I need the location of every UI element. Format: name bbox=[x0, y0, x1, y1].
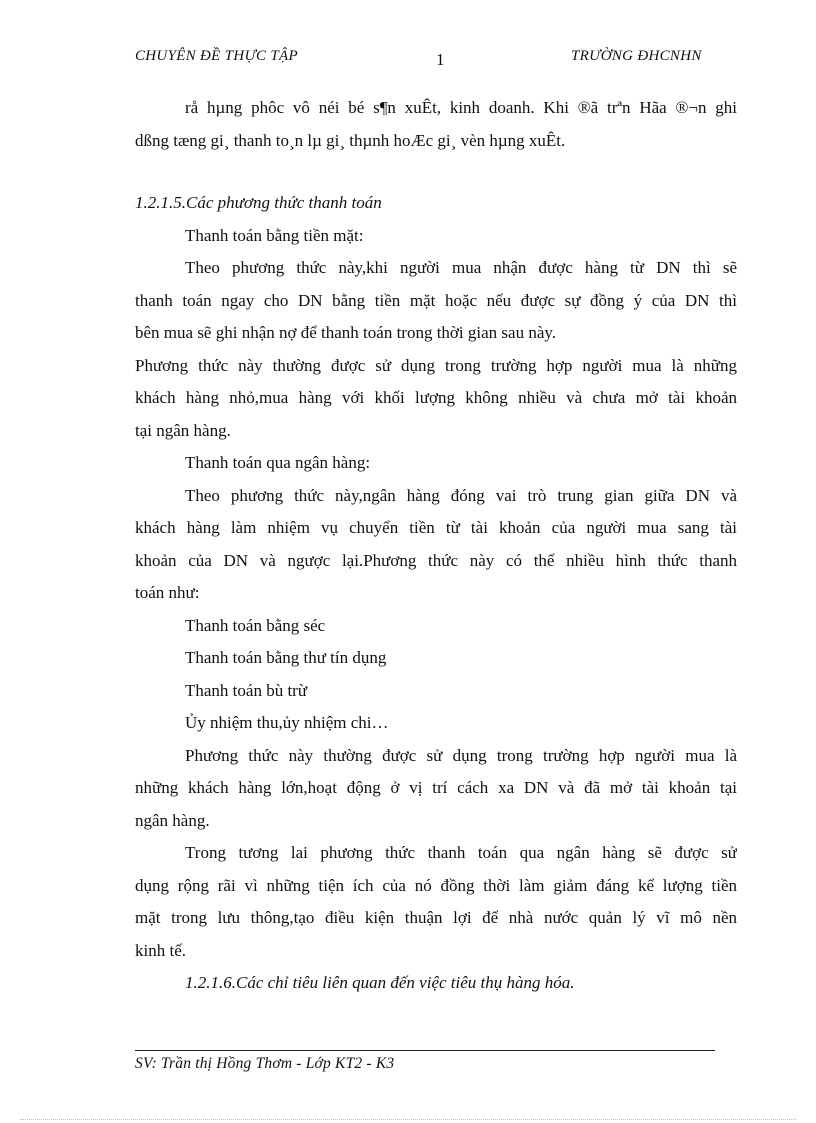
page-header bbox=[0, 48, 816, 72]
paragraph-line: thanh toán ngay cho DN bằng tiền mặt hoặc nếu được sự đồng ý của DN thì bbox=[135, 290, 737, 310]
paragraph-line: toán như: bbox=[135, 583, 200, 602]
spacer bbox=[135, 157, 737, 187]
footer-student-info: SV: Trần thị Hồng Thơm - Lớp KT2 - K3 bbox=[135, 1055, 395, 1072]
paragraph-line: rå hµng phôc vô néi bé s¶n xuÊt, kinh doanh. Khi ®ã trªn Hãa ®¬n ghi bbox=[185, 98, 737, 117]
paragraph-line: bên mua sẽ ghi nhận nợ để thanh toán trong thời gian sau này. bbox=[135, 323, 557, 342]
list-item: Thanh toán bù trừ bbox=[185, 680, 308, 700]
header-school-name: TRƯỜNG ĐHCNHN bbox=[571, 48, 702, 64]
list-item: Thanh toán bằng thư tín dụng bbox=[185, 648, 387, 667]
paragraph-line: khoản của DN và ngược lại.Phương thức này có thể nhiều hình thức thanh bbox=[135, 550, 737, 570]
paragraph-line: ngân hàng. bbox=[135, 810, 210, 830]
page-bottom-dotted-rule bbox=[20, 1119, 796, 1120]
footer-divider bbox=[135, 1050, 715, 1051]
paragraph-line: những khách hàng lớn,hoạt động ở vị trí cách xa DN và đã mở tài khoản tại bbox=[135, 778, 737, 797]
list-item: Ủy nhiệm thu,ủy nhiệm chi… bbox=[185, 713, 389, 732]
paragraph-line: kinh tế. bbox=[135, 940, 186, 960]
paragraph-line: Theo phương thức này,ngân hàng đóng vai trò trung gian giữa DN và bbox=[185, 485, 737, 505]
subheading-bank-payment: Thanh toán qua ngân hàng: bbox=[185, 453, 371, 472]
paragraph-line: tại ngân hàng. bbox=[135, 420, 231, 440]
header-report-title: CHUYÊN ĐỀ THỰC TẬP bbox=[135, 48, 298, 64]
page-number: 1 bbox=[436, 50, 445, 69]
list-item: Thanh toán bằng séc bbox=[185, 615, 326, 635]
paragraph-line: dßng tæng gi¸ thanh to¸n lµ gi¸ thµnh hoÆc gi¸ vèn hµng xuÊt. bbox=[135, 130, 566, 150]
paragraph-line: khách hàng nhỏ,mua hàng với khối lượng không nhiều và chưa mở tài khoản bbox=[135, 388, 737, 407]
paragraph-line: Trong tương lai phương thức thanh toán qua ngân hàng sẽ được sử bbox=[185, 843, 737, 862]
paragraph-line: Theo phương thức này,khi người mua nhận được hàng từ DN thì sẽ bbox=[185, 258, 737, 277]
paragraph-line: khách hàng làm nhiệm vụ chuyển tiền từ tài khoản của người mua sang tài bbox=[135, 518, 737, 537]
paragraph-line: mặt trong lưu thông,tạo điều kiện thuận lợi để nhà nước quản lý vĩ mô nền bbox=[135, 908, 737, 927]
subheading-cash-payment: Thanh toán bằng tiền mặt: bbox=[185, 225, 364, 245]
paragraph-line: Phương thức này thường được sử dụng trong trường hợp người mua là bbox=[185, 745, 737, 765]
paragraph-line: Phương thức này thường được sử dụng trong trường hợp người mua là những bbox=[135, 355, 737, 375]
section-heading-payment-methods: 1.2.1.5.Các phương thức thanh toán bbox=[135, 193, 382, 212]
section-heading-sales-indicators: 1.2.1.6.Các chỉ tiêu liên quan đến việc tiêu thụ hàng hóa. bbox=[185, 973, 575, 992]
document-body bbox=[135, 92, 737, 1000]
paragraph-line: dụng rộng rãi vì những tiện ích của nó đồng thời làm giảm đáng kể lượng tiền bbox=[135, 875, 737, 895]
